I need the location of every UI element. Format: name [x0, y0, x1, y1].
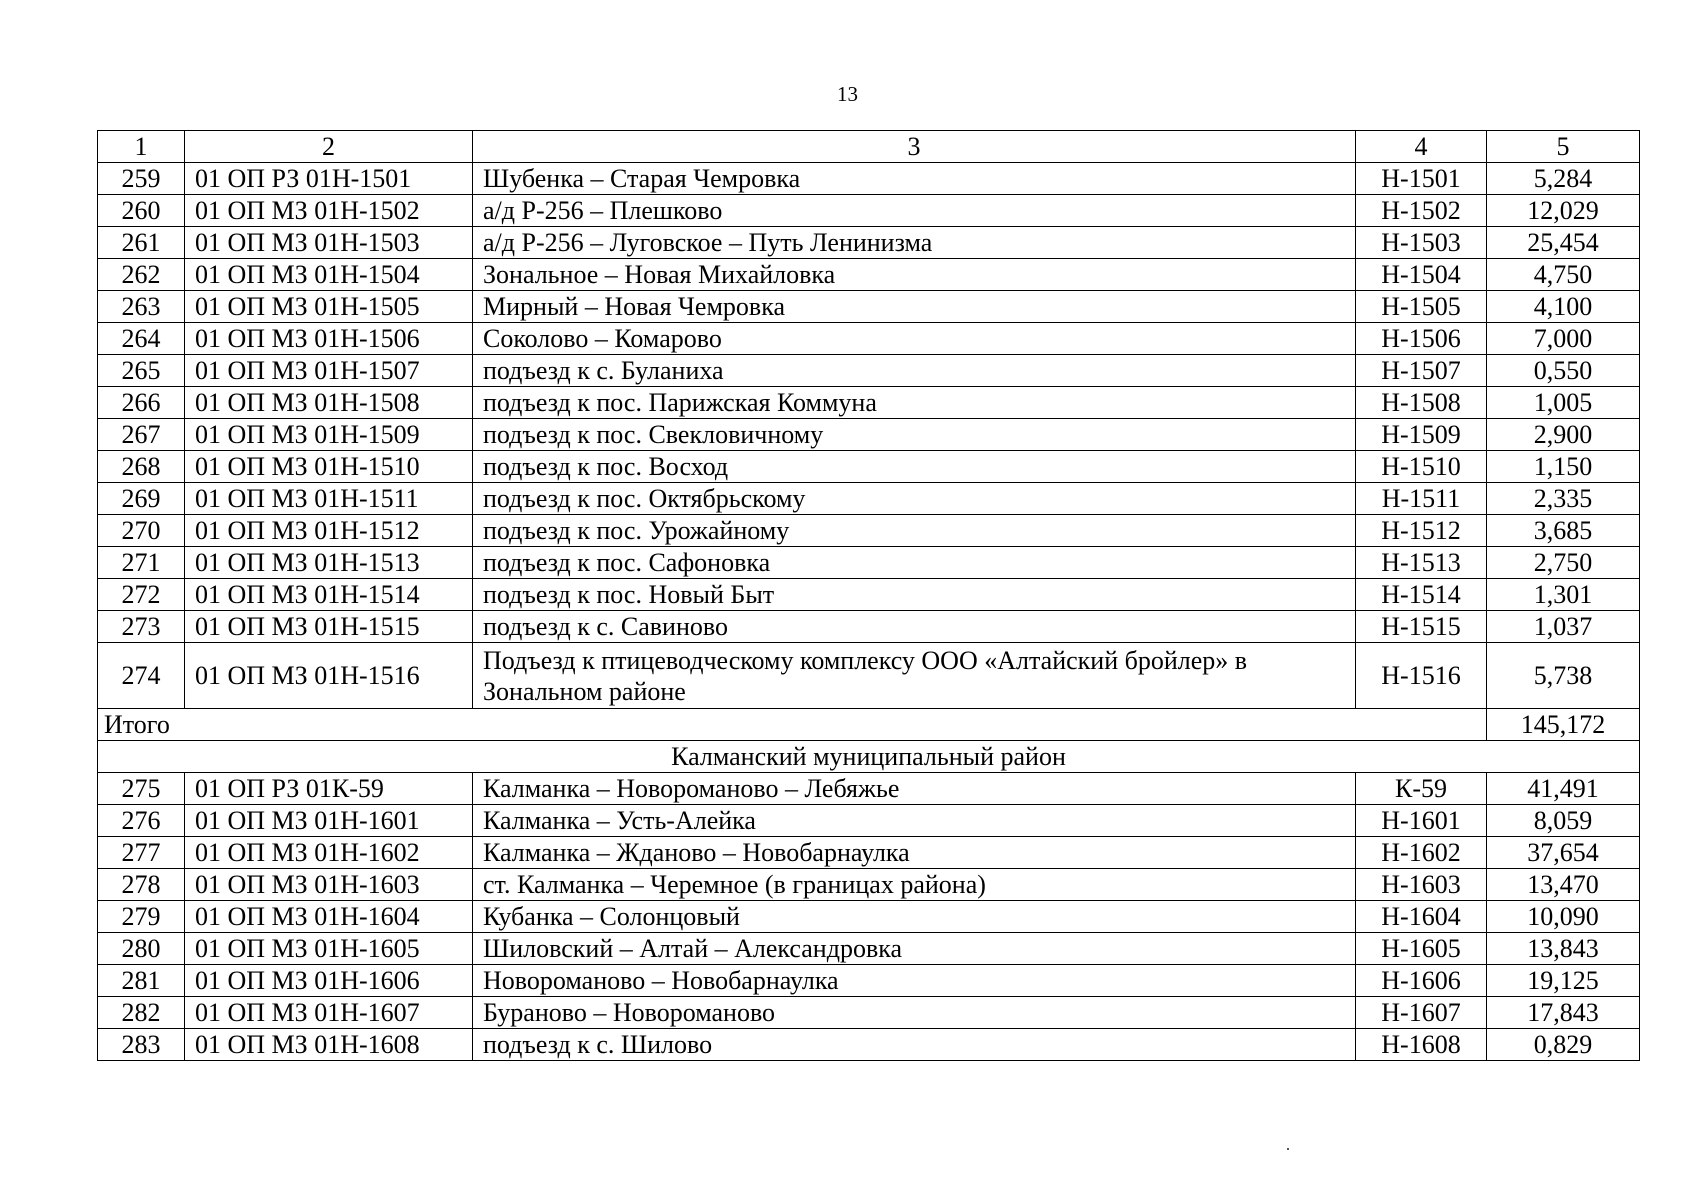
- table-row: [98, 451, 1640, 483]
- table-row: [98, 291, 1640, 323]
- road-name: Бураново – Новороманово: [473, 997, 1356, 1029]
- road-code: 01 ОП МЗ 01Н-1502: [185, 195, 473, 227]
- column-header-length: 5: [1487, 131, 1640, 163]
- road-name: Соколово – Комарово: [473, 323, 1356, 355]
- road-id: Н-1503: [1356, 227, 1487, 259]
- road-id: Н-1513: [1356, 547, 1487, 579]
- total-label: Итого: [98, 709, 1487, 741]
- table-row: [98, 483, 1640, 515]
- row-number: 264: [98, 323, 185, 355]
- road-id: Н-1515: [1356, 611, 1487, 643]
- column-header-code: 2: [185, 131, 473, 163]
- road-code: 01 ОП МЗ 01Н-1507: [185, 355, 473, 387]
- road-id: Н-1607: [1356, 997, 1487, 1029]
- road-id: Н-1502: [1356, 195, 1487, 227]
- road-name: подъезд к с. Буланиха: [473, 355, 1356, 387]
- road-name: а/д Р-256 – Плешково: [473, 195, 1356, 227]
- road-code: 01 ОП МЗ 01Н-1505: [185, 291, 473, 323]
- road-length: 1,005: [1487, 387, 1640, 419]
- table-row: [98, 195, 1640, 227]
- road-name: подъезд к пос. Сафоновка: [473, 547, 1356, 579]
- row-number: 270: [98, 515, 185, 547]
- road-length: 4,750: [1487, 259, 1640, 291]
- road-name: Зональное – Новая Михайловка: [473, 259, 1356, 291]
- road-code: 01 ОП МЗ 01Н-1604: [185, 901, 473, 933]
- road-name: Мирный – Новая Чемровка: [473, 291, 1356, 323]
- road-length: 1,150: [1487, 451, 1640, 483]
- district-row: [98, 741, 1640, 773]
- road-length: 0,829: [1487, 1029, 1640, 1061]
- column-header-id: 4: [1356, 131, 1487, 163]
- road-length: 17,843: [1487, 997, 1640, 1029]
- road-length: 10,090: [1487, 901, 1640, 933]
- table-body-section-a: [98, 163, 1640, 709]
- table-row: [98, 965, 1640, 997]
- table-row: [98, 997, 1640, 1029]
- column-header-name: 3: [473, 131, 1356, 163]
- road-name: Шубенка – Старая Чемровка: [473, 163, 1356, 195]
- road-code: 01 ОП МЗ 01Н-1504: [185, 259, 473, 291]
- road-code: 01 ОП МЗ 01Н-1509: [185, 419, 473, 451]
- table-row: [98, 163, 1640, 195]
- row-number: 279: [98, 901, 185, 933]
- road-name: Новороманово – Новобарнаулка: [473, 965, 1356, 997]
- row-number: 275: [98, 773, 185, 805]
- row-number: 262: [98, 259, 185, 291]
- road-code: 01 ОП МЗ 01Н-1606: [185, 965, 473, 997]
- road-name: подъезд к с. Шилово: [473, 1029, 1356, 1061]
- row-number: 276: [98, 805, 185, 837]
- row-number: 267: [98, 419, 185, 451]
- roads-table: [97, 130, 1640, 1061]
- road-name: подъезд к пос. Восход: [473, 451, 1356, 483]
- road-code: 01 ОП МЗ 01Н-1608: [185, 1029, 473, 1061]
- road-name: подъезд к с. Савиново: [473, 611, 1356, 643]
- row-number: 278: [98, 869, 185, 901]
- row-number: 266: [98, 387, 185, 419]
- road-code: 01 ОП РЗ 01Н-1501: [185, 163, 473, 195]
- road-name: Калманка – Новороманово – Лебяжье: [473, 773, 1356, 805]
- road-id: К-59: [1356, 773, 1487, 805]
- total-row: [98, 709, 1640, 741]
- road-name: Кубанка – Солонцовый: [473, 901, 1356, 933]
- road-id: Н-1508: [1356, 387, 1487, 419]
- row-number: 280: [98, 933, 185, 965]
- road-code: 01 ОП МЗ 01Н-1603: [185, 869, 473, 901]
- table-row: [98, 837, 1640, 869]
- road-code: 01 ОП МЗ 01Н-1516: [185, 643, 473, 709]
- road-length: 13,470: [1487, 869, 1640, 901]
- scan-speck: [1287, 1148, 1289, 1150]
- road-id: Н-1507: [1356, 355, 1487, 387]
- table-row: [98, 1029, 1640, 1061]
- road-length: 1,037: [1487, 611, 1640, 643]
- road-id: Н-1606: [1356, 965, 1487, 997]
- road-id: Н-1510: [1356, 451, 1487, 483]
- table-row: [98, 933, 1640, 965]
- road-length: 7,000: [1487, 323, 1640, 355]
- road-id: Н-1506: [1356, 323, 1487, 355]
- row-number: 281: [98, 965, 185, 997]
- table-row: [98, 355, 1640, 387]
- road-length: 2,750: [1487, 547, 1640, 579]
- road-code: 01 ОП МЗ 01Н-1605: [185, 933, 473, 965]
- road-length: 5,738: [1487, 643, 1640, 709]
- road-name: подъезд к пос. Парижская Коммуна: [473, 387, 1356, 419]
- road-length: 2,335: [1487, 483, 1640, 515]
- row-number: 277: [98, 837, 185, 869]
- road-id: Н-1516: [1356, 643, 1487, 709]
- road-code: 01 ОП МЗ 01Н-1601: [185, 805, 473, 837]
- row-number: 263: [98, 291, 185, 323]
- road-code: 01 ОП МЗ 01Н-1503: [185, 227, 473, 259]
- road-name: подъезд к пос. Свекловичному: [473, 419, 1356, 451]
- road-length: 1,301: [1487, 579, 1640, 611]
- road-id: Н-1602: [1356, 837, 1487, 869]
- row-number: 282: [98, 997, 185, 1029]
- road-name: а/д Р-256 – Луговское – Путь Ленинизма: [473, 227, 1356, 259]
- table-row: [98, 515, 1640, 547]
- road-name: Калманка – Усть-Алейка: [473, 805, 1356, 837]
- road-id: Н-1504: [1356, 259, 1487, 291]
- row-number: 269: [98, 483, 185, 515]
- road-length: 37,654: [1487, 837, 1640, 869]
- road-name: подъезд к пос. Новый Быт: [473, 579, 1356, 611]
- table-row: [98, 611, 1640, 643]
- road-length: 8,059: [1487, 805, 1640, 837]
- road-id: Н-1601: [1356, 805, 1487, 837]
- row-number: 268: [98, 451, 185, 483]
- row-number: 274: [98, 643, 185, 709]
- road-code: 01 ОП МЗ 01Н-1506: [185, 323, 473, 355]
- table-body-section-b: [98, 773, 1640, 1061]
- total-value: 145,172: [1487, 709, 1640, 741]
- road-id: Н-1603: [1356, 869, 1487, 901]
- road-name: Подъезд к птицеводческому комплексу ООО «Алтайский бройлер» в Зональном районе: [473, 643, 1356, 709]
- road-id: Н-1604: [1356, 901, 1487, 933]
- table-row: [98, 901, 1640, 933]
- road-code: 01 ОП МЗ 01Н-1510: [185, 451, 473, 483]
- table-row: [98, 419, 1640, 451]
- table-row: [98, 227, 1640, 259]
- road-name: ст. Калманка – Черемное (в границах района): [473, 869, 1356, 901]
- road-code: 01 ОП МЗ 01Н-1511: [185, 483, 473, 515]
- road-code: 01 ОП МЗ 01Н-1515: [185, 611, 473, 643]
- road-length: 25,454: [1487, 227, 1640, 259]
- table-body-totals: [98, 709, 1640, 773]
- road-name: подъезд к пос. Октябрьскому: [473, 483, 1356, 515]
- road-id: Н-1605: [1356, 933, 1487, 965]
- road-name: Калманка – Жданово – Новобарнаулка: [473, 837, 1356, 869]
- row-number: 265: [98, 355, 185, 387]
- road-length: 41,491: [1487, 773, 1640, 805]
- road-id: Н-1511: [1356, 483, 1487, 515]
- road-length: 5,284: [1487, 163, 1640, 195]
- road-id: Н-1509: [1356, 419, 1487, 451]
- road-length: 0,550: [1487, 355, 1640, 387]
- road-length: 3,685: [1487, 515, 1640, 547]
- road-id: Н-1512: [1356, 515, 1487, 547]
- road-length: 2,900: [1487, 419, 1640, 451]
- road-length: 12,029: [1487, 195, 1640, 227]
- road-code: 01 ОП МЗ 01Н-1602: [185, 837, 473, 869]
- page-number: 13: [837, 82, 858, 106]
- road-id: Н-1608: [1356, 1029, 1487, 1061]
- road-name: Шиловский – Алтай – Александровка: [473, 933, 1356, 965]
- row-number: 283: [98, 1029, 185, 1061]
- road-length: 13,843: [1487, 933, 1640, 965]
- road-length: 19,125: [1487, 965, 1640, 997]
- road-name: подъезд к пос. Урожайному: [473, 515, 1356, 547]
- table-row: [98, 805, 1640, 837]
- road-code: 01 ОП МЗ 01Н-1508: [185, 387, 473, 419]
- table-row: [98, 323, 1640, 355]
- row-number: 260: [98, 195, 185, 227]
- road-code: 01 ОП МЗ 01Н-1607: [185, 997, 473, 1029]
- row-number: 272: [98, 579, 185, 611]
- table-row: [98, 643, 1640, 709]
- district-heading: Калманский муниципальный район: [98, 741, 1640, 773]
- table-row: [98, 547, 1640, 579]
- row-number: 271: [98, 547, 185, 579]
- road-code: 01 ОП МЗ 01Н-1512: [185, 515, 473, 547]
- road-length: 4,100: [1487, 291, 1640, 323]
- road-id: Н-1505: [1356, 291, 1487, 323]
- road-code: 01 ОП РЗ 01К-59: [185, 773, 473, 805]
- road-id: Н-1501: [1356, 163, 1487, 195]
- road-code: 01 ОП МЗ 01Н-1513: [185, 547, 473, 579]
- table-row: [98, 869, 1640, 901]
- table-row: [98, 773, 1640, 805]
- table-row: [98, 579, 1640, 611]
- header-row: [98, 131, 1640, 163]
- table-row: [98, 259, 1640, 291]
- column-header-number: 1: [98, 131, 185, 163]
- row-number: 261: [98, 227, 185, 259]
- row-number: 273: [98, 611, 185, 643]
- road-id: Н-1514: [1356, 579, 1487, 611]
- road-code: 01 ОП МЗ 01Н-1514: [185, 579, 473, 611]
- row-number: 259: [98, 163, 185, 195]
- table-row: [98, 387, 1640, 419]
